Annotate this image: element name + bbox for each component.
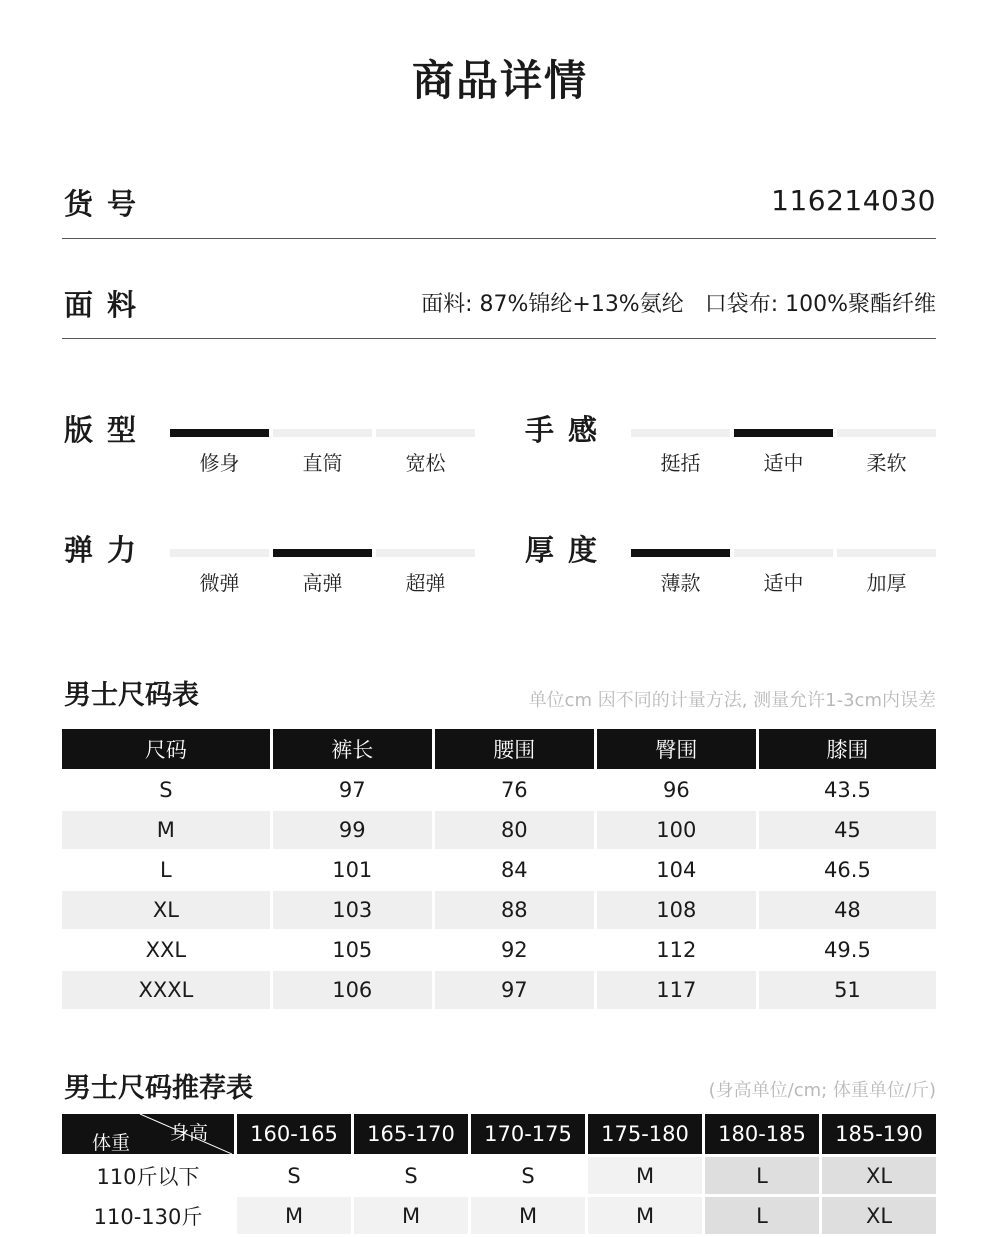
scale-segment — [376, 429, 475, 437]
recommend-table-header — [62, 1114, 936, 1157]
weight-cell: 110斤以下 — [62, 1157, 234, 1197]
scale-segment — [170, 549, 269, 557]
table-row — [62, 891, 936, 931]
table-cell: S — [471, 1157, 585, 1197]
header-cell: 膝围 — [759, 729, 936, 771]
recommend-table-title: 男士尺码推荐表 — [64, 1073, 253, 1104]
attr-scale-stretch — [170, 549, 475, 595]
table-cell: S — [354, 1157, 468, 1197]
scale-option: 宽松 — [405, 451, 446, 475]
table-cell: 45 — [759, 811, 936, 851]
table-cell: 106 — [273, 971, 432, 1011]
table-cell: L — [705, 1157, 819, 1197]
scale-segment — [376, 549, 475, 557]
attr-scale-fit — [170, 429, 475, 475]
table-cell: 84 — [435, 851, 594, 891]
table-cell: M — [354, 1197, 468, 1237]
table-cell: 103 — [273, 891, 432, 931]
scale-segment — [273, 429, 372, 437]
scale-segment — [837, 429, 936, 437]
scale-option: 适中 — [763, 571, 804, 595]
scale-segment — [837, 549, 936, 557]
table-cell: XXL — [62, 931, 270, 971]
table-cell: 101 — [273, 851, 432, 891]
table-cell: L — [62, 851, 270, 891]
header-cell: 170-175 — [471, 1114, 585, 1157]
scale-option: 高弹 — [302, 571, 343, 595]
scale-option: 直筒 — [302, 451, 343, 475]
attr-scale-feel — [631, 429, 936, 475]
header-cell: 臀围 — [597, 729, 756, 771]
header-cell: 165-170 — [354, 1114, 468, 1157]
attr-scale-thickness — [631, 549, 936, 595]
scale-segment — [273, 549, 372, 557]
table-cell: M — [588, 1197, 702, 1237]
weight-cell: 110-130斤 — [62, 1197, 234, 1237]
scale-option: 修身 — [199, 451, 240, 475]
header-cell: 裤长 — [273, 729, 432, 771]
scale-option: 微弹 — [199, 571, 240, 595]
attr-label-thickness: 厚度 — [525, 533, 612, 567]
table-cell: 96 — [597, 771, 756, 811]
scale-option: 加厚 — [866, 571, 907, 595]
table-row — [62, 1197, 936, 1237]
attr-label-stretch: 弹力 — [64, 533, 151, 567]
table-cell: 108 — [597, 891, 756, 931]
table-cell: 48 — [759, 891, 936, 931]
scale-option: 薄款 — [660, 571, 701, 595]
scale-segment — [734, 429, 833, 437]
table-cell: XL — [62, 891, 270, 931]
table-cell: 112 — [597, 931, 756, 971]
table-cell: 104 — [597, 851, 756, 891]
fabric-value: 面料: 87%锦纶+13%氨纶 口袋布: 100%聚酯纤维 — [421, 292, 936, 317]
size-table-note: 单位cm 因不同的计量方法, 测量允许1-3cm内误差 — [528, 690, 936, 711]
table-cell: 97 — [273, 771, 432, 811]
table-cell: XXXL — [62, 971, 270, 1011]
fabric-label: 面料 — [64, 288, 151, 322]
table-cell: M — [588, 1157, 702, 1197]
sku-value: 116214030 — [771, 184, 936, 217]
table-row — [62, 851, 936, 891]
table-row — [62, 971, 936, 1011]
attr-label-feel: 手感 — [525, 413, 612, 447]
corner-split — [62, 1114, 232, 1154]
scale-option: 柔软 — [866, 451, 907, 475]
table-row — [62, 1157, 936, 1197]
divider — [62, 338, 936, 339]
scale-option: 挺括 — [660, 451, 701, 475]
table-cell: M — [471, 1197, 585, 1237]
size-table-title: 男士尺码表 — [64, 680, 199, 711]
header-cell: 腰围 — [435, 729, 594, 771]
header-cell: 175-180 — [588, 1114, 702, 1157]
size-table-header — [62, 729, 936, 771]
corner-height-label: 身高 — [169, 1122, 208, 1144]
table-row — [62, 811, 936, 851]
table-cell: 76 — [435, 771, 594, 811]
table-cell: 99 — [273, 811, 432, 851]
divider — [62, 238, 936, 239]
table-cell: 51 — [759, 971, 936, 1011]
corner-header-cell — [62, 1114, 234, 1157]
table-cell: M — [237, 1197, 351, 1237]
table-cell: M — [62, 811, 270, 851]
table-cell: 80 — [435, 811, 594, 851]
recommend-table — [59, 1114, 939, 1237]
scale-option: 超弹 — [405, 571, 446, 595]
table-cell: XL — [822, 1197, 936, 1237]
size-table — [59, 729, 939, 1011]
scale-segment — [631, 429, 730, 437]
scale-option: 适中 — [763, 451, 804, 475]
table-cell: S — [62, 771, 270, 811]
corner-weight-label: 体重 — [92, 1132, 131, 1154]
table-row — [62, 771, 936, 811]
table-cell: 88 — [435, 891, 594, 931]
table-cell: 97 — [435, 971, 594, 1011]
scale-segment — [734, 549, 833, 557]
header-cell: 180-185 — [705, 1114, 819, 1157]
table-cell: XL — [822, 1157, 936, 1197]
sku-label: 货号 — [64, 187, 151, 221]
page-title: 商品详情 — [411, 56, 588, 105]
table-cell: 43.5 — [759, 771, 936, 811]
scale-segment — [170, 429, 269, 437]
table-cell: S — [237, 1157, 351, 1197]
attr-label-fit: 版型 — [64, 413, 151, 447]
recommend-table-note: (身高单位/cm; 体重单位/斤) — [708, 1080, 936, 1101]
table-row — [62, 931, 936, 971]
scale-segment — [631, 549, 730, 557]
table-cell: 105 — [273, 931, 432, 971]
table-cell: 100 — [597, 811, 756, 851]
table-cell: 49.5 — [759, 931, 936, 971]
header-cell: 尺码 — [62, 729, 270, 771]
table-cell: L — [705, 1197, 819, 1237]
header-cell: 185-190 — [822, 1114, 936, 1157]
table-cell: 92 — [435, 931, 594, 971]
table-cell: 117 — [597, 971, 756, 1011]
header-cell: 160-165 — [237, 1114, 351, 1157]
table-cell: 46.5 — [759, 851, 936, 891]
